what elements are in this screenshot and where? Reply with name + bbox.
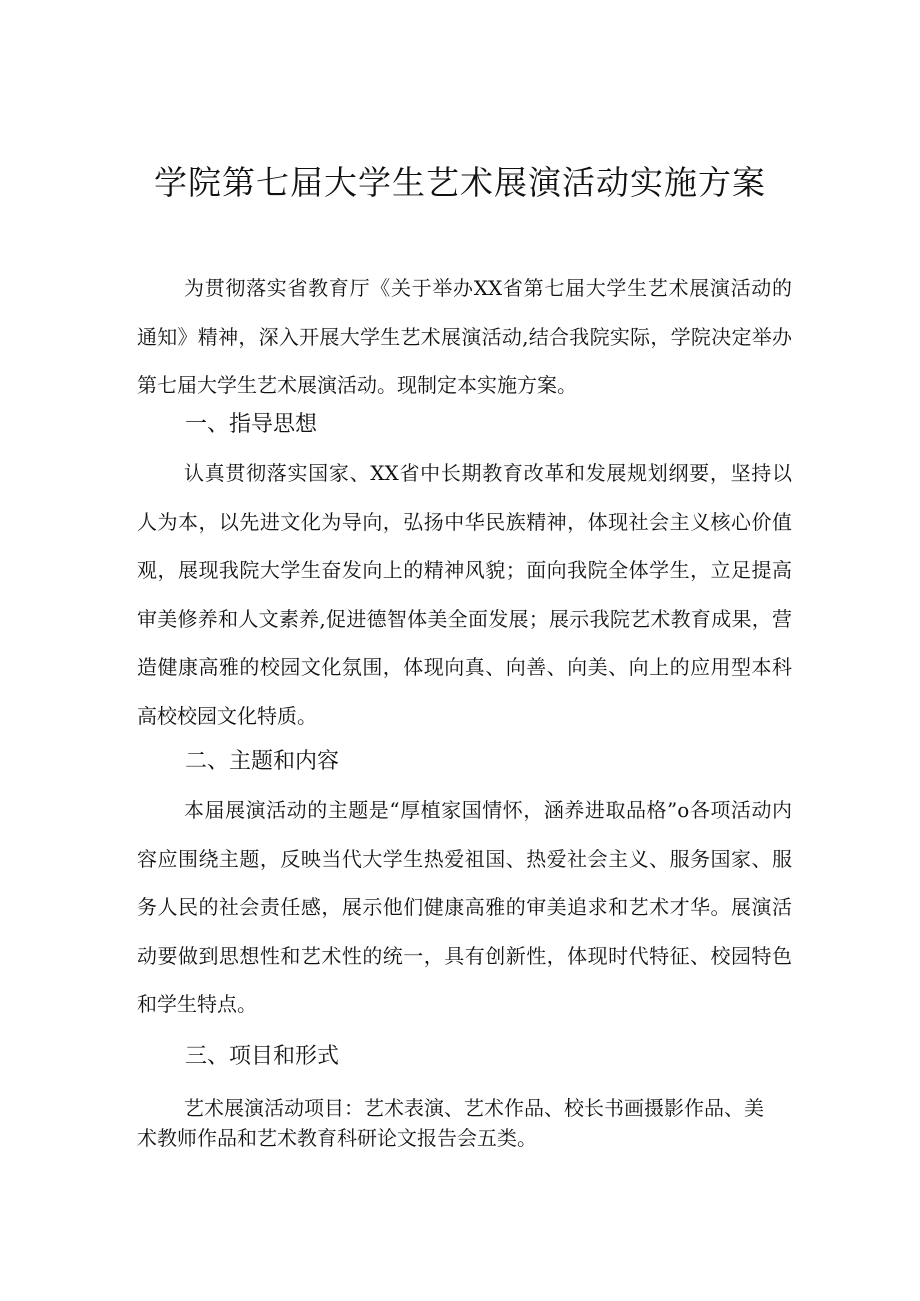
section-heading-guiding-ideology: 一、指导思想 xyxy=(185,412,318,437)
section-body-block-guiding-ideology xyxy=(137,449,792,740)
document-title: 学院第七届大学生艺术展演活动实施方案 xyxy=(154,163,766,202)
section-body-block-projects-forms xyxy=(137,1093,777,1153)
section-body-projects-forms: 艺术展演活动项目：艺术表演、艺术作品、校长书画摄影作品、美术教师作品和艺术教育科研论文报告会五类。 xyxy=(137,1096,764,1150)
section-body-guiding-ideology: 认真贯彻落实国家、XX省中长期教育改革和发展规划纲要，坚持以人为本，以先进文化为导向，弘扬中华民族精神，体现社会主义核心价值观，展现我院大学生奋发向上的精神风貌；面向我院全体学生，立足提高审美修养和人文素养,促进德智体美全面发展；展示我院艺术教育成果，营造健康高雅的校园文化氛围，体现向真、向善、向美、向上的应用型本科高校校园文化特质。 xyxy=(137,461,792,728)
section-heading-projects-forms: 三、项目和形式 xyxy=(185,1044,340,1069)
section-body-block-theme-content xyxy=(137,786,792,1029)
section-body-theme-content: 本届展演活动的主题是“厚植家国情怀，涵养进取品格”o各项活动内容应围绕主题，反映当代大学生热爱祖国、热爱社会主义、服务国家、服务人民的社会责任感，展示他们健康高雅的审美追求和艺术才华。展演活动要做到思想性和艺术性的统一，具有创新性，体现时代特征、校园特色和学生特点。 xyxy=(137,798,792,1016)
section-heading-theme-content: 二、主题和内容 xyxy=(185,749,340,774)
intro-paragraph-block xyxy=(137,264,792,410)
intro-paragraph: 为贯彻落实省教育厅《关于举办XX省第七届大学生艺术展演活动的通知》精神，深入开展大学生艺术展演活动,结合我院实际，学院决定举办第七届大学生艺术展演活动。现制定本实施方案。 xyxy=(137,276,792,397)
